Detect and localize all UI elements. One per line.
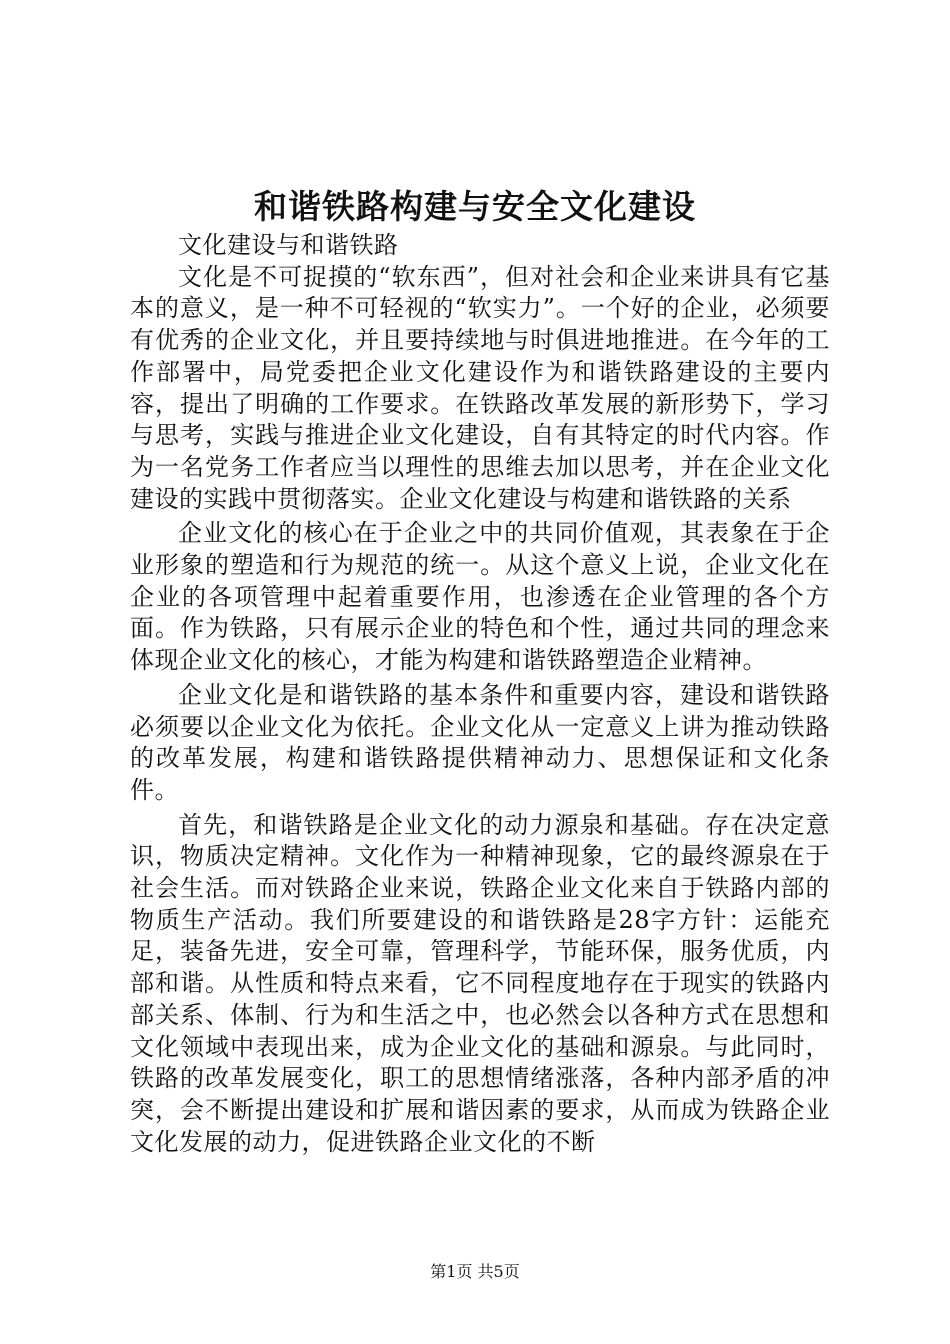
- document-body: [130, 230, 830, 1158]
- page-number-footer: 第1页 共5页: [430, 1262, 520, 1281]
- section-heading: 文化建设与和谐铁路: [178, 231, 399, 259]
- paragraph: 文化是不可捉摸的“软东西”，但对社会和企业来讲具有它基本的意义，是一种不可轻视的“软实力”。一个好的企业，必须要有优秀的企业文化，并且要持续地与时俱进地推进。在今年的工作部署中，局党委把企业文化建设作为和谐铁路建设的主要内容，提出了明确的工作要求。在铁路改革发展的新形势下，学习与思考，实践与推进企业文化建设，自有其特定的时代内容。作为一名党务工作者应当以理性的思维去加以思考，并在企业文化建设的实践中贯彻落实。企业文化建设与构建和谐铁路的关系: [130, 262, 830, 513]
- document-title: 和谐铁路构建与安全文化建设: [254, 187, 696, 226]
- paragraph: 首先，和谐铁路是企业文化的动力源泉和基础。存在决定意识，物质决定精神。文化作为一种精神现象，它的最终源泉在于社会生活。而对铁路企业来说，铁路企业文化来自于铁路内部的物质生产活动。我们所要建设的和谐铁路是28字方针：运能充足，装备先进，安全可靠，管理科学，节能环保，服务优质，内部和谐。从性质和特点来看，它不同程度地存在于现实的铁路内部关系、体制、行为和生活之中，也必然会以各种方式在思想和文化领域中表现出来，成为企业文化的基础和源泉。与此同时，铁路的改革发展变化，职工的思想情绪涨落，各种内部矛盾的冲突，会不断提出建设和扩展和谐因素的要求，从而成为铁路企业文化发展的动力，促进铁路企业文化的不断: [130, 810, 830, 1156]
- paragraph: 企业文化是和谐铁路的基本条件和重要内容，建设和谐铁路必须要以企业文化为依托。企业文化从一定意义上讲为推动铁路的改革发展，构建和谐铁路提供精神动力、思想保证和文化条件。: [130, 680, 830, 804]
- paragraph: 企业文化的核心在于企业之中的共同价值观，其表象在于企业形象的塑造和行为规范的统一。从这个意义上说，企业文化在企业的各项管理中起着重要作用，也渗透在企业管理的各个方面。作为铁路，只有展示企业的特色和个性，通过共同的理念来体现企业文化的核心，才能为构建和谐铁路塑造企业精神。: [130, 519, 830, 675]
